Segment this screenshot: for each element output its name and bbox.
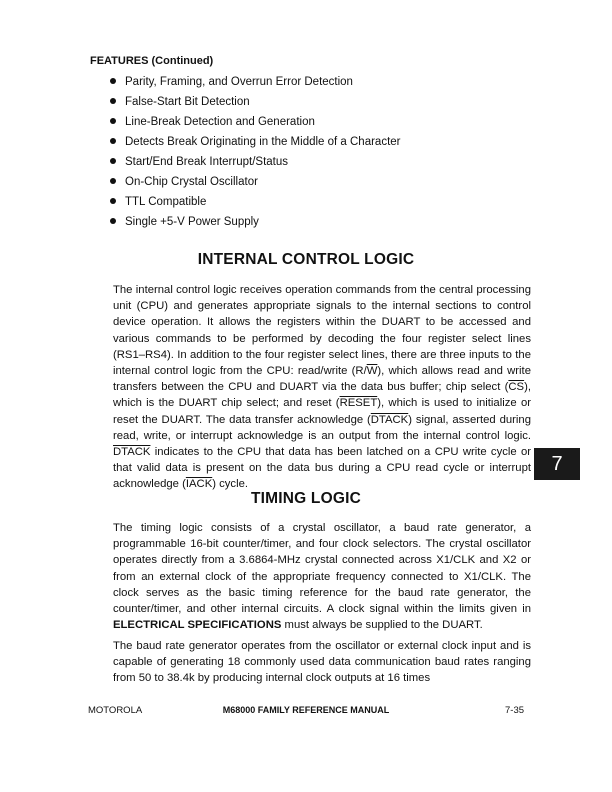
chapter-tab: 7 [534, 448, 580, 480]
list-item-text: Single +5-V Power Supply [125, 216, 259, 228]
list-item [110, 212, 401, 232]
list-item-text: False-Start Bit Detection [125, 96, 250, 108]
bullet-icon [110, 98, 116, 104]
signal-cs-bar: $\overline{CS}$ [508, 381, 525, 394]
text-run: ), which is used to initialize or reset the DUART. The data transfer acknowledge ( [113, 397, 531, 426]
bullet-icon [110, 178, 116, 184]
footer-publisher: MOTOROLA [88, 705, 143, 716]
internal-control-logic-title: INTERNAL CONTROL LOGIC [197, 251, 415, 268]
list-item [110, 112, 401, 132]
signal-w-bar: $\overline{W}$ [366, 365, 378, 378]
signal-dtack-bar: DTACK [113, 446, 151, 459]
features-list [110, 72, 401, 232]
bullet-icon [110, 78, 116, 84]
text-run: ), which is the DUART chip select; and reset ( [113, 381, 531, 410]
list-item [110, 72, 401, 92]
signal-reset-bar: RESET [339, 397, 378, 410]
text-run: must always be supplied to the DUART. [281, 619, 483, 632]
list-item [110, 132, 401, 152]
list-item-text: Line-Break Detection and Generation [125, 116, 315, 128]
timing-paragraph-2: The baud rate generator operates from the oscillator or external clock input and is capable of generating 18 commonly used data communication baud rates ranging from 50 to 38.4k by producing internal clock outputs at 16 times [113, 640, 531, 685]
text-run: ), which allows read and write transfers between the CPU and DUART via the data bus buffer; chip select ( [113, 365, 531, 394]
list-item [110, 192, 401, 212]
timing-paragraph-1 [113, 520, 531, 633]
timing-logic-title: TIMING LOGIC [250, 490, 362, 507]
list-item-text: Parity, Framing, and Overrun Error Detection [125, 76, 353, 88]
bullet-icon [110, 218, 116, 224]
electrical-specifications-ref: ELECTRICAL SPECIFICATIONS [113, 619, 282, 632]
list-item-text: Detects Break Originating in the Middle of a Character [125, 136, 401, 148]
text-run: The timing logic consists of a crystal oscillator, a baud rate generator, a programmable 16-bit counter/timer, and four clock selectors. The crystal oscillator operates directly from a 3.6864-MHz crystal connected across X1/CLK and X2 or from an external clock of the appropriate frequency connected to X1/CLK. The clock serves as the basic timing reference for the baud rate generator, the counter/timer, and other internal circuits. A clock signal within the limits given in [113, 522, 531, 616]
signal-dtack-bar: DTACK [370, 413, 409, 426]
text-run: The internal control logic receives operation commands from the central processing unit (CPU) and generates appropriate signals to the internal sections to control device operation. It allows the registers within the DUART to be accessed and various commands to be performed by decoding the four register select lines (RS1–RS4). In addition to the four register select lines, there are three inputs to the internal control logic from the CPU: read/write (R/ [113, 284, 531, 378]
list-item [110, 152, 401, 172]
text-run: ) cycle. [212, 478, 249, 491]
list-item [110, 172, 401, 192]
bullet-icon [110, 118, 116, 124]
footer-manual-title: M68000 FAMILY REFERENCE MANUAL [222, 705, 390, 715]
footer-page-number: 7-35 [505, 705, 525, 716]
text-run: indicates to the CPU that data has been latched on a CPU write cycle or that valid data is present on the data bus during a CPU read cycle or interrupt acknowledge ( [113, 446, 531, 491]
bullet-icon [110, 138, 116, 144]
list-item-text: TTL Compatible [125, 196, 207, 208]
text-run: ) signal, asserted during read, write, or interrupt acknowledge is an output from the internal control logic. [113, 413, 531, 442]
signal-iack-bar: IACK [185, 478, 213, 491]
list-item-text: On-Chip Crystal Oscillator [125, 176, 258, 188]
internal-control-paragraph [113, 282, 531, 493]
bullet-icon [110, 158, 116, 164]
list-item-text: Start/End Break Interrupt/Status [125, 156, 288, 168]
bullet-icon [110, 198, 116, 204]
list-item [110, 92, 401, 112]
features-heading: FEATURES (Continued) [90, 55, 214, 67]
